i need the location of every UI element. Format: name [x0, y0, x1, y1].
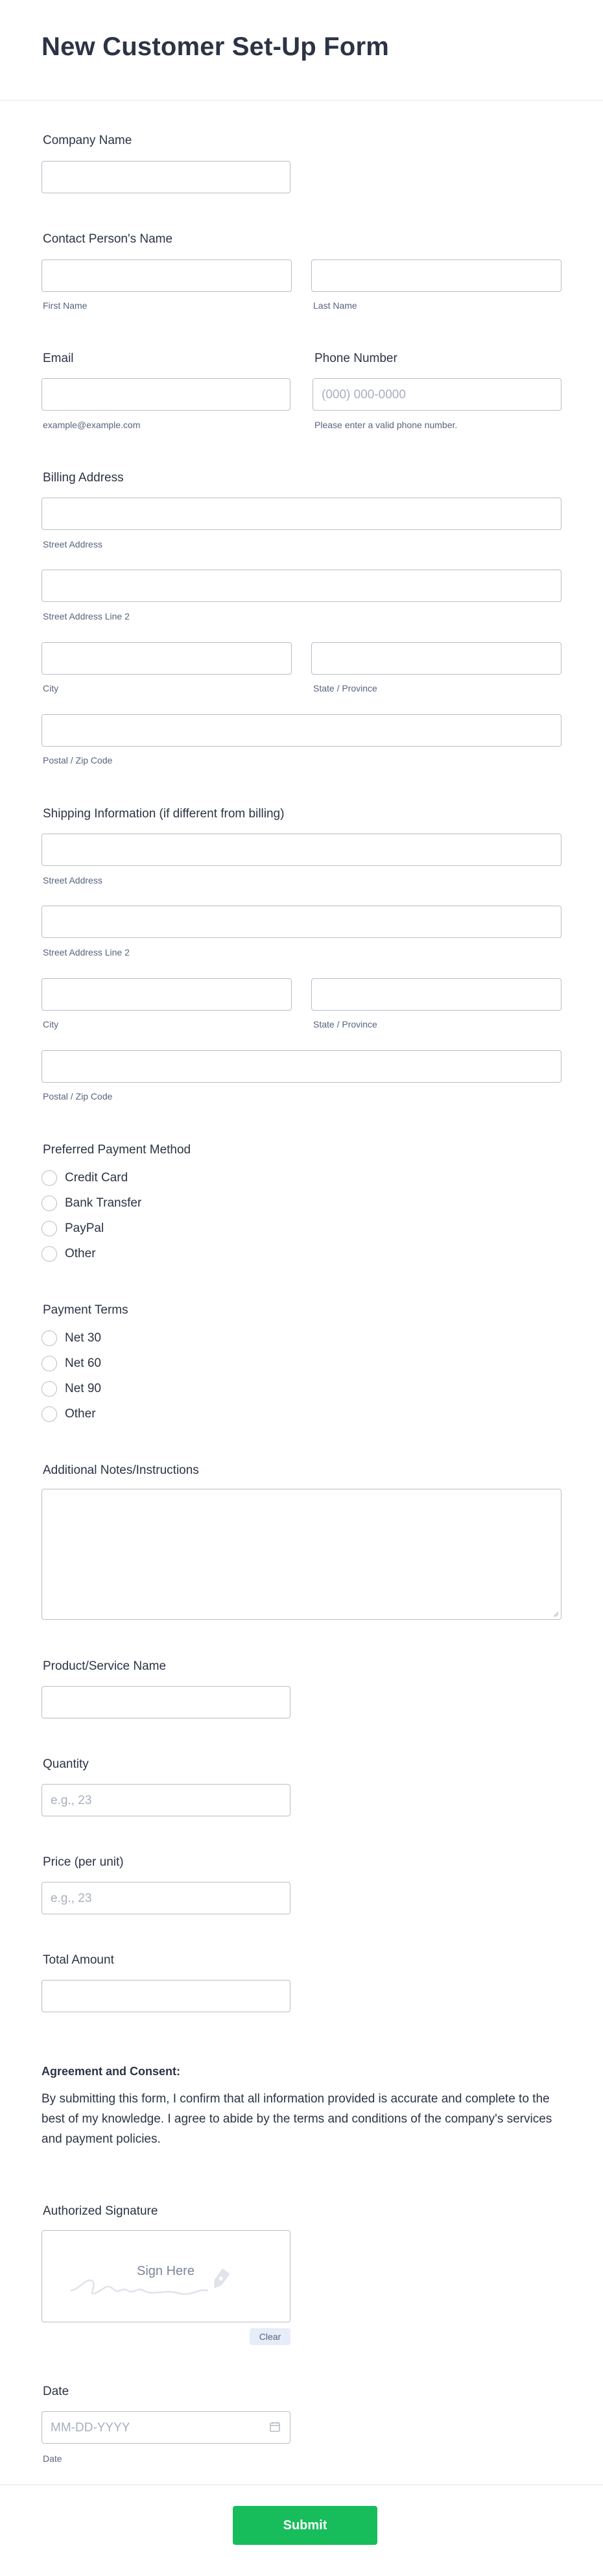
payment-terms-option-label: Net 60 [65, 1356, 101, 1370]
total-amount-input[interactable] [41, 1980, 290, 2012]
shipping-info-label: Shipping Information (if different from billing) [43, 807, 285, 821]
shipping-state-sublabel: State / Province [313, 1019, 377, 1029]
radio-icon[interactable] [41, 1246, 57, 1262]
payment-method-option-label: PayPal [65, 1222, 104, 1235]
product-name-input[interactable] [41, 1686, 290, 1718]
clear-signature-button[interactable]: Clear [250, 2328, 290, 2345]
email-label: Email [43, 352, 74, 365]
resize-handle-icon[interactable] [552, 1611, 559, 1617]
date-sublabel: Date [43, 2453, 62, 2464]
billing-state-sublabel: State / Province [313, 683, 377, 693]
notes-label: Additional Notes/Instructions [43, 1463, 199, 1477]
consent-title: Agreement and Consent: [41, 2065, 181, 2078]
payment-method-label: Preferred Payment Method [43, 1143, 191, 1157]
shipping-state-input[interactable] [311, 978, 562, 1011]
payment-method-option[interactable] [41, 1220, 104, 1237]
payment-terms-option-label: Other [65, 1407, 96, 1421]
shipping-city-sublabel: City [43, 1019, 59, 1029]
payment-terms-option[interactable] [41, 1355, 101, 1372]
phone-input[interactable] [313, 378, 562, 411]
date-label: Date [43, 2385, 69, 2398]
email-sublabel: example@example.com [43, 420, 141, 430]
payment-terms-option[interactable] [41, 1380, 101, 1397]
calendar-icon[interactable] [269, 2421, 281, 2433]
shipping-street2-input[interactable] [41, 906, 562, 938]
radio-icon[interactable] [41, 1196, 57, 1211]
last-name-input[interactable] [311, 259, 562, 292]
quantity-placeholder: e.g., 23 [51, 1794, 92, 1807]
submit-button[interactable]: Submit [233, 2506, 377, 2545]
payment-terms-option-label: Net 30 [65, 1331, 101, 1345]
price-input[interactable] [41, 1882, 290, 1914]
billing-postal-input[interactable] [41, 714, 562, 747]
payment-terms-option-label: Net 90 [65, 1382, 101, 1395]
radio-icon[interactable] [41, 1221, 57, 1236]
shipping-postal-sublabel: Postal / Zip Code [43, 1091, 113, 1101]
payment-method-option-label: Credit Card [65, 1171, 128, 1185]
radio-icon[interactable] [41, 1406, 57, 1422]
payment-terms-option[interactable] [41, 1406, 96, 1423]
phone-placeholder: (000) 000-0000 [322, 388, 406, 402]
total-amount-label: Total Amount [43, 1953, 114, 1967]
last-name-sublabel: Last Name [313, 300, 357, 311]
billing-city-sublabel: City [43, 683, 59, 693]
billing-street2-input[interactable] [41, 570, 562, 602]
billing-street-input[interactable] [41, 498, 562, 530]
shipping-street-sublabel: Street Address [43, 875, 102, 885]
company-name-input[interactable] [41, 161, 290, 193]
signature-hint: Sign Here [137, 2264, 195, 2278]
payment-method-option-label: Other [65, 1247, 96, 1260]
date-input[interactable] [41, 2411, 290, 2444]
billing-street-sublabel: Street Address [43, 539, 102, 549]
radio-icon[interactable] [41, 1330, 57, 1346]
price-placeholder: e.g., 23 [51, 1892, 92, 1905]
billing-postal-sublabel: Postal / Zip Code [43, 755, 113, 765]
radio-icon[interactable] [41, 1170, 57, 1186]
signature-pad[interactable] [41, 2230, 290, 2322]
shipping-street-input[interactable] [41, 834, 562, 866]
shipping-city-input[interactable] [41, 978, 292, 1011]
first-name-input[interactable] [41, 259, 292, 292]
payment-method-option[interactable] [41, 1195, 141, 1212]
quantity-input[interactable] [41, 1784, 290, 1816]
form-header [0, 0, 603, 101]
signature-label: Authorized Signature [43, 2204, 158, 2218]
quantity-label: Quantity [43, 1757, 89, 1771]
payment-terms-label: Payment Terms [43, 1303, 128, 1317]
billing-state-input[interactable] [311, 642, 562, 675]
form-title: New Customer Set-Up Form [41, 32, 389, 61]
billing-address-label: Billing Address [43, 471, 124, 485]
radio-icon[interactable] [41, 1356, 57, 1371]
first-name-sublabel: First Name [43, 300, 88, 311]
payment-method-option[interactable] [41, 1246, 96, 1262]
billing-city-input[interactable] [41, 642, 292, 675]
contact-name-label: Contact Person's Name [43, 232, 173, 246]
phone-label: Phone Number [314, 352, 397, 365]
company-name-label: Company Name [43, 134, 132, 147]
shipping-postal-input[interactable] [41, 1050, 562, 1083]
billing-street2-sublabel: Street Address Line 2 [43, 611, 130, 621]
notes-textarea[interactable] [41, 1489, 562, 1620]
product-name-label: Product/Service Name [43, 1659, 167, 1673]
payment-method-option[interactable] [41, 1170, 128, 1186]
date-placeholder: MM-DD-YYYY [51, 2421, 130, 2435]
shipping-street2-sublabel: Street Address Line 2 [43, 947, 130, 957]
email-input[interactable] [41, 378, 290, 411]
phone-sublabel: Please enter a valid phone number. [314, 420, 458, 430]
consent-text: By submitting this form, I confirm that all information provided is accurate and complete to the best of my knowledge. I agree to abide by the terms and conditions of the company's services and payment policies. [41, 2092, 552, 2146]
price-label: Price (per unit) [43, 1855, 124, 1869]
payment-terms-option[interactable] [41, 1330, 101, 1347]
payment-method-option-label: Bank Transfer [65, 1196, 142, 1210]
radio-icon[interactable] [41, 1381, 57, 1397]
